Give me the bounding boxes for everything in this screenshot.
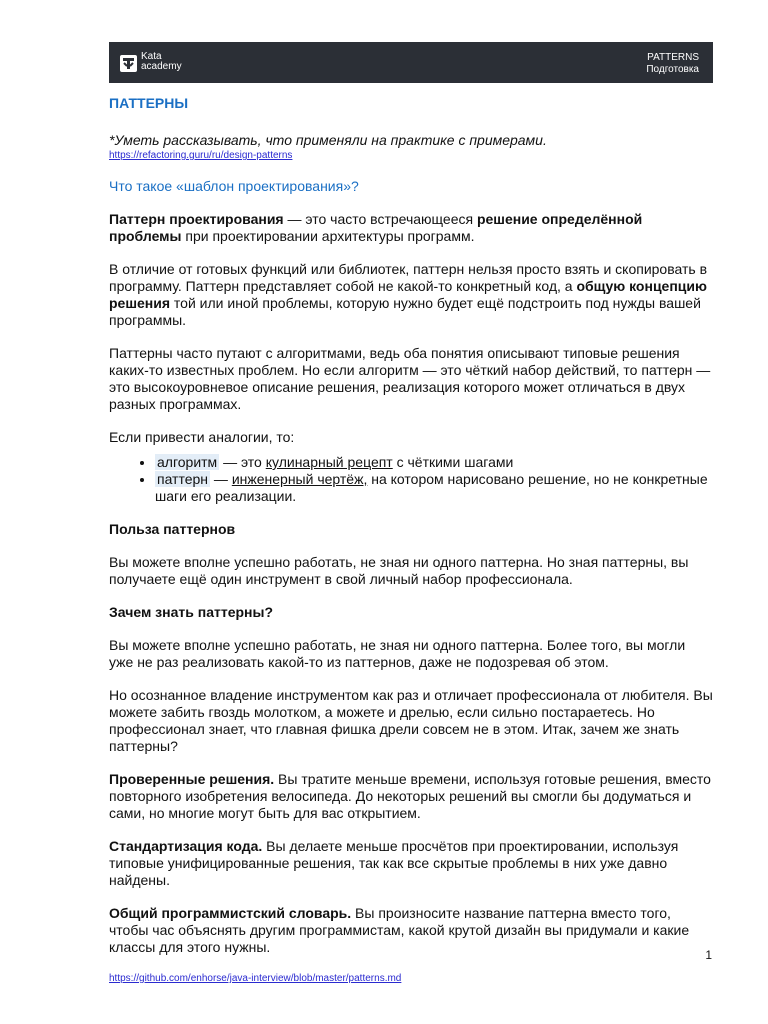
- question-heading: Что такое «шаблон проектирования»?: [109, 178, 359, 194]
- text-proven: Вы тратите меньше времени, используя готовые решения, вместо повторного изобретения велосипеда. До некоторых решений вы смогли бы додуматься и сами, но многие могут быть для вас открытием.: [109, 771, 711, 821]
- paragraph-benefit: Вы можете вполне успешно работать, не зная ни одного паттерна. Но зная паттерны, вы получаете ещё один инструмент в свой личный набор профессионала.: [109, 554, 689, 587]
- p1-text-2: при проектировании архитектуры программ.: [181, 228, 475, 244]
- header-subsection: Подготовка: [646, 64, 699, 75]
- header-section-info: [646, 52, 699, 76]
- text-vocabulary: Вы произносите название паттерна вместо того, чтобы час объяснять другим программистам, какой крутой дизайн вы придумали и какие классы для этого нужны.: [109, 905, 690, 955]
- analogy-sep: —: [210, 471, 232, 487]
- paragraph-analogies-intro: Если привести аналогии, то:: [109, 429, 295, 445]
- analogy-rest: на котором нарисовано решение, но не конкретные шаги его реализации.: [155, 471, 708, 504]
- term-pattern-analogy: паттерн: [157, 471, 209, 487]
- header-section: PATTERNS: [647, 52, 699, 63]
- document-header: [109, 42, 713, 83]
- label-standard: Стандартизация кода.: [109, 838, 263, 854]
- paragraph-proven: [109, 771, 713, 822]
- paragraph-difference: [109, 261, 713, 329]
- logo-line-1: Kata: [141, 51, 162, 62]
- document-body: [109, 95, 713, 985]
- heading-why: Зачем знать паттерны?: [109, 604, 273, 620]
- label-vocabulary: Общий программистский словарь.: [109, 905, 352, 921]
- p2-text-1: В отличие от готовых функций или библиотек, паттерн нельзя просто взять и скопировать в программу. Паттерн представляет собой не какой-то конкретный код, а: [109, 261, 708, 294]
- p2-text-2: той или иной проблемы, которую нужно будет ещё подстроить под нужды вашей программы.: [109, 295, 701, 328]
- paragraph-vocabulary: [109, 905, 713, 956]
- logo-text: [141, 52, 182, 72]
- paragraph-standard: [109, 838, 713, 889]
- paragraph-algorithms: Паттерны часто путают с алгоритмами, ведь оба понятия описывают типовые решения каких-то известных проблем. Но если алгоритм — это чёткий набор действий, то паттерн — это высокоуровневое описание решения, реализация которого может отличаться в двух разных программах.: [109, 345, 711, 412]
- analogy-sep: — это: [219, 454, 266, 470]
- list-item: [155, 454, 713, 471]
- heading-benefit: Польза паттернов: [109, 521, 236, 537]
- text-standard: Вы делаете меньше просчётов при проектировании, используя типовые унифицированные решения, так как все скрытые проблемы в них уже давно найдены.: [109, 838, 679, 888]
- term-solution: решение определённой проблемы: [109, 211, 643, 244]
- github-link[interactable]: https://github.com/enhorse/java-interview/blob/master/patterns.md: [109, 973, 402, 984]
- analogy-underlined: инженерный чертёж,: [231, 471, 368, 487]
- p1-text-1: — это часто встречающееся: [283, 211, 477, 227]
- page-title: ПАТТЕРНЫ: [109, 95, 189, 111]
- kata-logo-icon: [120, 55, 137, 72]
- label-proven: Проверенные решения.: [109, 771, 275, 787]
- paragraph-why-1: Вы можете вполне успешно работать, не зная ни одного паттерна. Более того, вы могли уже не раз реализовать какой-то из паттернов, даже не подозревая об этом.: [109, 637, 686, 670]
- paragraph-definition: [109, 211, 713, 245]
- term-concept: общую концепцию решения: [109, 278, 707, 311]
- refactoring-guru-link[interactable]: https://refactoring.guru/ru/design-patterns: [109, 150, 293, 161]
- term-algorithm: алгоритм: [157, 454, 218, 470]
- page-number: 1: [705, 948, 712, 962]
- paragraph-why-2: Но осознанное владение инструментом как раз и отличает профессионала от любителя. Вы можете забить гвоздь молотком, а можете и дрелью, если сильно постараетесь. Но профессионал знает, что главная фишка дрели совсем не в этом. Итак, зачем же знать паттерны?: [109, 687, 713, 754]
- list-item: [155, 471, 713, 505]
- analogy-list: [109, 454, 713, 505]
- analogy-rest: с чёткими шагами: [392, 454, 514, 470]
- term-pattern: Паттерн проектирования: [109, 211, 284, 227]
- logo-line-2: academy: [141, 61, 182, 72]
- note-text: *Уметь рассказывать, что применяли на практике с примерами.: [109, 132, 547, 148]
- analogy-underlined: кулинарный рецепт: [265, 454, 393, 470]
